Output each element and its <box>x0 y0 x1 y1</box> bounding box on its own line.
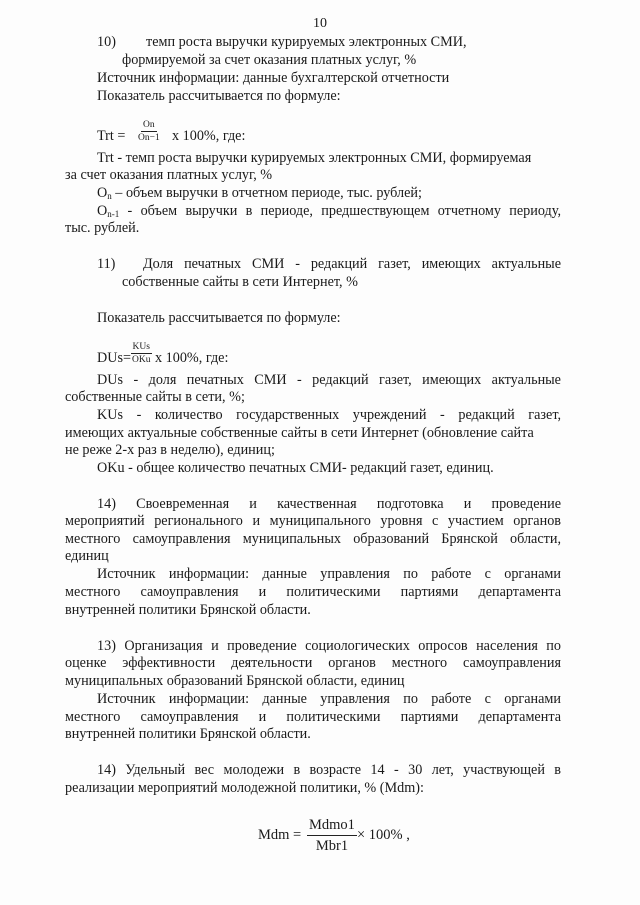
item10-formula-denominator: On−1 <box>138 133 160 143</box>
item11-title-line1: Доля печатных СМИ - редакций газет, имеющих актуальные <box>143 256 561 272</box>
item10-def3-line1: $O_{n-1}$ - объем выручки в периоде, предшествующем отчетному периоду, <box>97 203 561 219</box>
item14b-line1: 14) Удельный вес молодежи в возрасте 14 - 30 лет, участвующей в <box>97 762 561 778</box>
item11-def3: OKu - общее количество печатных СМИ- редакций газет, единиц. <box>97 460 494 476</box>
item10-number: 10) <box>97 34 116 50</box>
item10-formula-numerator: On <box>143 120 155 130</box>
item10-def3-line2: тыс. рублей. <box>65 220 140 236</box>
item14b-formula-numerator: Mdmo1 <box>307 815 357 836</box>
item13-line3: муниципальных образований Брянской области, единиц <box>65 673 405 689</box>
item11-def2-line2: имеющих актуальные собственные сайты в сети Интернет (обновление сайта <box>65 425 534 441</box>
item10-formula-tail: x 100%, где: <box>172 128 246 144</box>
item14a-line1: 14) Своевременная и качественная подготовка и проведение <box>97 496 561 512</box>
item11-def1-line2: собственные сайты в сети, %; <box>65 389 245 405</box>
item11-formula-intro: Показатель рассчитывается по формуле: <box>97 310 341 326</box>
item14b-line2: реализации мероприятий молодежной политики, % (Mdm): <box>65 780 424 796</box>
item10-def2: $O_n$ – объем выручки в отчетном периоде, тыс. рублей; <box>97 185 422 201</box>
item14a-line3: местного самоуправления муниципальных образований Брянской области, <box>65 531 561 547</box>
item11-formula-lhs: DUs= <box>97 350 132 366</box>
item10-def1-line1: Trt - темп роста выручки курируемых электронных СМИ, формируемая <box>97 150 532 166</box>
item11-number: 11) <box>97 256 116 272</box>
page-number: 10 <box>313 16 327 31</box>
item11-formula-tail: x 100%, где: <box>155 350 229 366</box>
item13-line1: 13) Организация и проведение социологических опросов населения по <box>97 638 561 654</box>
item13-source-line2: местного самоуправления и политическими партиями департамента <box>65 709 561 725</box>
item10-formula-lhs: Trt = <box>97 128 126 144</box>
item14a-line4: единиц <box>65 548 109 564</box>
item14a-source-line3: внутренней политики Брянской области. <box>65 602 311 618</box>
item14b-formula-fraction <box>307 815 357 856</box>
item10-formula-intro: Показатель рассчитывается по формуле: <box>97 88 341 104</box>
item11-title-line2: собственные сайты в сети Интернет, % <box>122 274 358 290</box>
item14a-source-line1: Источник информации: данные управления по работе с органами <box>97 566 561 582</box>
item11-formula-numerator: KUs <box>132 342 150 352</box>
item14a-line2: мероприятий регионального и муниципального уровня с участием органов <box>65 513 561 529</box>
item14a-source-line2: местного самоуправления и политическими партиями департамента <box>65 584 561 600</box>
item14b-formula-lhs: Mdm = <box>258 827 302 843</box>
item13-line2: оценке эффективности деятельности органов местного самоуправления <box>65 655 561 671</box>
item10-title-line2: формируемой за счет оказания платных услуг, % <box>122 52 417 68</box>
item13-source-line1: Источник информации: данные управления по работе с органами <box>97 691 561 707</box>
item10-formula-fraction <box>136 119 162 144</box>
item10-source: Источник информации: данные бухгалтерской отчетности <box>97 70 450 86</box>
item13-source-line3: внутренней политики Брянской области. <box>65 726 311 742</box>
item14b-formula-tail: × 100% , <box>357 827 410 843</box>
item11-formula-denominator: OKu <box>132 355 151 365</box>
item14b-formula-denominator: Mbr1 <box>315 838 349 854</box>
item10-title-line1: темп роста выручки курируемых электронных СМИ, <box>146 34 467 50</box>
item11-formula-fraction <box>130 341 152 366</box>
item11-def1-line1: DUs - доля печатных СМИ - редакций газет, имеющих актуальные <box>97 372 561 388</box>
item10-def1-line2: за счет оказания платных услуг, % <box>65 167 273 183</box>
item11-def2-line3: не реже 2-х раз в неделю), единиц; <box>65 442 275 458</box>
item11-def2-line1: KUs - количество государственных учреждений - редакций газет, <box>97 407 561 423</box>
